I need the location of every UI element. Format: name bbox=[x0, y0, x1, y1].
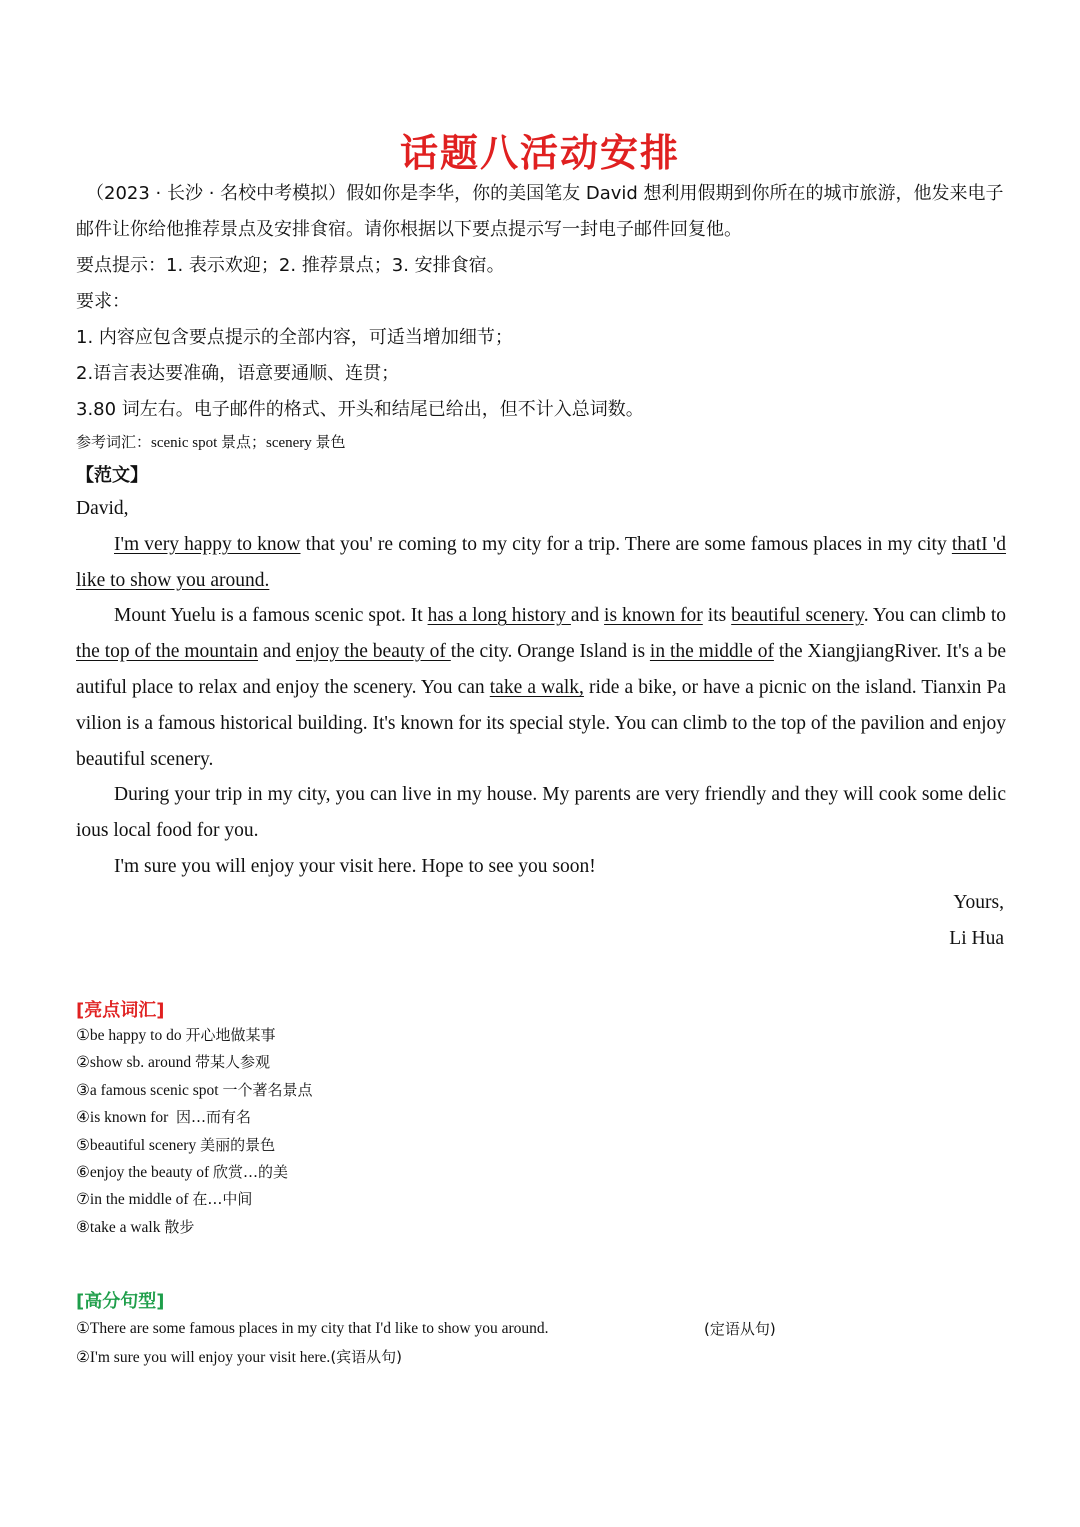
vocab-item bbox=[76, 1022, 1006, 1049]
underlined-phrase: enjoy the beauty of bbox=[295, 641, 451, 663]
vocab-item bbox=[76, 1159, 1006, 1186]
essay-paragraph-2 bbox=[76, 598, 1006, 777]
vocab-meaning: 开心地做某事 bbox=[185, 1026, 276, 1044]
vocab-number: ⑦ bbox=[76, 1191, 90, 1209]
vocab-meaning: 美丽的景色 bbox=[200, 1135, 276, 1154]
writing-prompt bbox=[76, 176, 1006, 494]
model-essay-label: 【范文】 bbox=[76, 465, 148, 486]
prompt-requirement-3: 3.80 词左右。电子邮件的格式、开头和结尾已给出，但不计入总词数。 bbox=[76, 399, 644, 420]
underlined-phrase: is known for bbox=[604, 605, 703, 627]
vocab-number: ④ bbox=[76, 1109, 90, 1127]
vocab-phrase: is known for bbox=[89, 1109, 177, 1127]
essay-paragraph-3: During your trip in my city, you can live in my house. My parents are very friendly and they will cook some delicious local food for you. bbox=[76, 784, 1006, 842]
clause-type-tag: (定语从句) bbox=[704, 1320, 776, 1338]
vocab-meaning: 欣赏…的美 bbox=[213, 1163, 289, 1182]
essay-greeting: David, bbox=[76, 498, 129, 519]
vocab-phrase: be happy to do bbox=[89, 1027, 186, 1044]
vocab-number: ⑥ bbox=[76, 1164, 90, 1182]
key-sentences-list bbox=[76, 1315, 1006, 1372]
highlight-vocab-list bbox=[76, 1022, 1006, 1241]
vocab-meaning: 一个著名景点 bbox=[222, 1080, 313, 1099]
key-sentence-text: ②I'm sure you will enjoy your visit here. bbox=[76, 1349, 331, 1366]
underlined-phrase: beautiful scenery bbox=[731, 605, 864, 627]
underlined-phrase: the top of the mountain bbox=[76, 641, 258, 663]
essay-paragraph-1 bbox=[76, 527, 1006, 599]
essay-text: ride a bike, or have a picnic on the island. Tianxin Pavilion is a famous historical building. It's known for its special style. You can climb to the top of the pavilion and enjoy beautiful scenery. bbox=[76, 676, 1006, 770]
key-sentence-1 bbox=[76, 1315, 1006, 1343]
key-sentence-text: ①There are some famous places in my city that I'd like to show you around. bbox=[76, 1320, 549, 1337]
vocab-phrase: beautiful scenery bbox=[89, 1136, 201, 1154]
prompt-key-points: 要点提示：1. 表示欢迎；2. 推荐景点；3. 安排食宿。 bbox=[76, 255, 505, 276]
underlined-phrase: has a long history bbox=[427, 605, 571, 627]
vocab-phrase: in the middle of bbox=[89, 1191, 193, 1209]
essay-text: . You can climb to bbox=[863, 605, 1007, 627]
vocab-meaning: 在…中间 bbox=[192, 1190, 253, 1209]
clause-type-tag: (宾语从句) bbox=[330, 1348, 403, 1366]
vocab-item bbox=[76, 1132, 1006, 1159]
key-sentence-2 bbox=[76, 1343, 1006, 1372]
essay-text: and bbox=[570, 605, 605, 627]
vocab-meaning: 散步 bbox=[164, 1217, 195, 1236]
prompt-vocabulary: 参考词汇：scenic spot 景点；scenery 景色 bbox=[76, 435, 346, 451]
essay-paragraph-4: I'm sure you will enjoy your visit here. Hope to see you soon! bbox=[114, 855, 596, 877]
essay-text: the XiangjiangRiver. It's a beautiful place to relax and enjoy the scenery. You can bbox=[76, 641, 1006, 698]
essay-signature: Li Hua bbox=[949, 927, 1004, 949]
prompt-intro: （2023 · 长沙 · 名校中考模拟）假如你是李华，你的美国笔友 David 想利用假期到你所在的城市旅游，他发来电子邮件让你给他推荐景点及安排食宿。请你根据以下要点提示写一封电子邮件回复他。 bbox=[76, 183, 1004, 240]
underlined-phrase: thatI 'd like to show you around. bbox=[76, 533, 1007, 591]
model-essay bbox=[76, 491, 1006, 956]
vocab-meaning: 带某人参观 bbox=[194, 1053, 270, 1072]
vocab-number: ① bbox=[76, 1027, 90, 1044]
vocab-meaning: 因…而有名 bbox=[176, 1108, 252, 1127]
vocab-phrase: take a walk bbox=[89, 1218, 165, 1236]
vocab-phrase: a famous scenic spot bbox=[89, 1081, 223, 1099]
vocab-number: ⑧ bbox=[76, 1218, 90, 1236]
essay-text: and bbox=[257, 641, 296, 663]
vocab-item bbox=[76, 1077, 1006, 1104]
essay-text: Mount Yuelu is a famous scenic spot. It bbox=[114, 605, 428, 627]
prompt-requirement-2: 2.语言表达要准确，语意要通顺、连贯； bbox=[76, 363, 400, 384]
vocab-item bbox=[76, 1186, 1006, 1213]
vocab-number: ③ bbox=[76, 1081, 90, 1099]
page-title: 话题八活动安排 bbox=[399, 131, 680, 175]
vocab-item bbox=[76, 1214, 1006, 1241]
essay-text: its bbox=[702, 605, 732, 627]
prompt-requirements-label: 要求： bbox=[76, 291, 130, 312]
essay-text: that you' re coming to my city for a trip. There are some famous places in my city bbox=[300, 533, 952, 555]
essay-text: the city. Orange Island is bbox=[450, 641, 650, 663]
vocab-number: ② bbox=[76, 1054, 90, 1072]
vocab-phrase: enjoy the beauty of bbox=[89, 1164, 214, 1182]
key-sentences-heading: [高分句型] bbox=[76, 1291, 165, 1312]
underlined-phrase: in the middle of bbox=[649, 641, 774, 663]
highlight-vocab-heading: [亮点词汇] bbox=[76, 1000, 165, 1021]
vocab-item bbox=[76, 1049, 1006, 1076]
vocab-number: ⑤ bbox=[76, 1136, 90, 1154]
underlined-phrase: take a walk, bbox=[489, 676, 584, 698]
underlined-phrase: I'm very happy to know bbox=[114, 533, 301, 555]
vocab-phrase: show sb. around bbox=[89, 1054, 195, 1072]
vocab-item bbox=[76, 1104, 1006, 1131]
prompt-requirement-1: 1. 内容应包含要点提示的全部内容，可适当增加细节； bbox=[76, 327, 513, 348]
essay-closing: Yours, bbox=[953, 891, 1004, 913]
